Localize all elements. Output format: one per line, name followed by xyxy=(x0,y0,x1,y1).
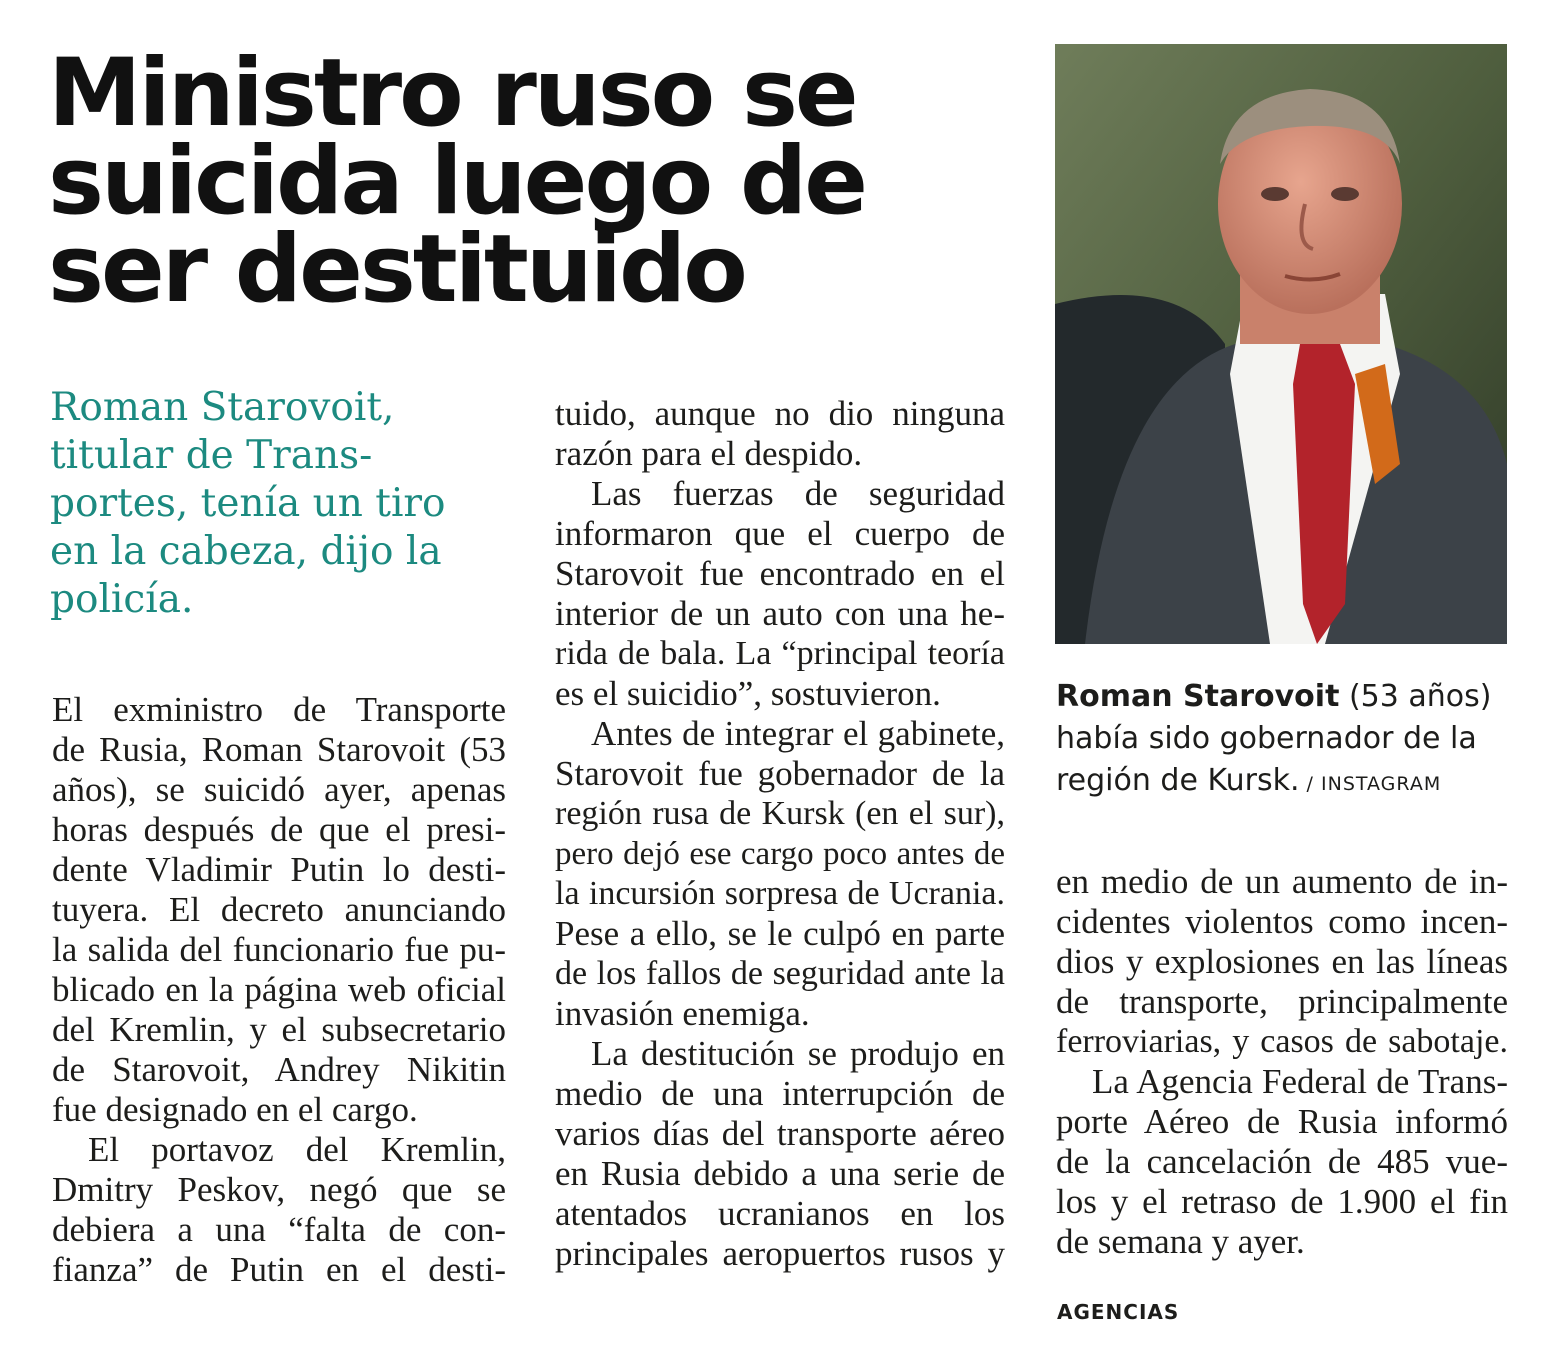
body-line: horas después de que el presi- xyxy=(52,810,506,849)
article-column-2 xyxy=(555,394,1005,1274)
body-line: pero dejó ese cargo poco antes de xyxy=(555,836,1005,872)
body-line: la incursión sorpresa de Ucrania. xyxy=(555,875,1005,912)
deck-line: Roman Starovoit, xyxy=(50,385,395,430)
caption-line xyxy=(1056,676,1526,718)
body-line: invasión enemiga. xyxy=(555,994,810,1033)
body-line: fue designado en el cargo. xyxy=(52,1090,418,1129)
headline xyxy=(48,39,1008,324)
article-column-3 xyxy=(1056,862,1508,1262)
body-line: Dmitry Peskov, negó que se xyxy=(52,1170,506,1209)
body-line: Pese a ello, se le culpó en parte xyxy=(555,914,1005,953)
deck-line: policía. xyxy=(50,577,194,622)
headline-line: Ministro ruso se xyxy=(48,39,856,148)
portrait-photo xyxy=(1055,44,1507,644)
body-line: es el suicidio”, sostuvieron. xyxy=(555,674,941,713)
body-line: interior de un auto con una he- xyxy=(555,594,1005,633)
body-line: tuyera. El decreto anunciando xyxy=(52,890,506,929)
body-line: Starovoit fue gobernador de la xyxy=(555,754,1005,793)
body-line: atentados ucranianos en los xyxy=(555,1194,1005,1233)
body-line: razón para el despido. xyxy=(555,434,863,473)
caption-name: Roman Starovoit xyxy=(1056,679,1340,714)
caption-age: (53 años) xyxy=(1339,679,1492,714)
deck-summary xyxy=(50,384,530,624)
body-line: varios días del transporte aéreo xyxy=(555,1114,1005,1153)
body-line: del Kremlin, y el subsecretario xyxy=(52,1010,506,1049)
article-column-1 xyxy=(52,690,506,1290)
body-line: El portavoz del Kremlin, xyxy=(88,1130,506,1169)
body-line: de Starovoit, Andrey Nikitin xyxy=(52,1050,506,1089)
body-line: debiera a una “falta de con- xyxy=(52,1210,506,1249)
body-line: fianza” de Putin en el desti- xyxy=(52,1250,506,1289)
body-line: blicado en la página web oficial xyxy=(52,970,506,1009)
body-line: dios y explosiones en las líneas xyxy=(1056,942,1508,981)
body-line: rida de bala. La “principal teoría xyxy=(555,635,1005,672)
body-line: principales aeropuertos rusos y xyxy=(555,1234,1005,1273)
deck-line: en la cabeza, dijo la xyxy=(50,529,442,574)
body-line: La Agencia Federal de Trans- xyxy=(1092,1062,1508,1101)
headline-line: ser destituido xyxy=(48,215,745,324)
body-line: La destitución se produjo en xyxy=(591,1034,1005,1073)
caption-line: había sido gobernador de la xyxy=(1056,721,1477,756)
body-line: años), se suicidó ayer, apenas xyxy=(52,770,506,809)
portrait-illustration xyxy=(1055,44,1507,644)
body-line: El exministro de Transporte xyxy=(52,690,506,729)
headline-line: suicida luego de xyxy=(48,127,866,236)
body-line: de los fallos de seguridad ante la xyxy=(555,955,1005,992)
body-line: informaron que el cuerpo de xyxy=(555,514,1005,553)
body-line: de Rusia, Roman Starovoit (53 xyxy=(52,730,506,769)
body-line: cidentes violentos como incen- xyxy=(1056,902,1508,941)
body-line: región rusa de Kursk (en el sur), xyxy=(555,795,1005,832)
body-line: de semana y ayer. xyxy=(1056,1222,1305,1261)
body-line: Antes de integrar el gabinete, xyxy=(591,714,1005,753)
photo-credit: / INSTAGRAM xyxy=(1299,773,1442,795)
byline: AGENCIAS xyxy=(1057,1300,1180,1324)
photo-caption xyxy=(1056,676,1526,805)
deck-line: titular de Trans- xyxy=(50,433,373,478)
deck-line: portes, tenía un tiro xyxy=(50,481,446,526)
body-line: dente Vladimir Putin lo desti- xyxy=(52,850,506,889)
body-line: medio de una interrupción de xyxy=(555,1074,1005,1113)
caption-text: región de Kursk. xyxy=(1056,763,1300,798)
body-line: los y el retraso de 1.900 el fin xyxy=(1056,1182,1508,1221)
body-line: de transporte, principalmente xyxy=(1056,982,1508,1021)
body-line: porte Aéreo de Rusia informó xyxy=(1056,1102,1508,1141)
body-line: la salida del funcionario fue pu- xyxy=(52,930,506,969)
caption-line xyxy=(1056,760,1526,805)
body-line: ferroviarias, y casos de sabotaje. xyxy=(1056,1023,1508,1060)
body-line: tuido, aunque no dio ninguna xyxy=(555,394,1005,433)
body-line: en Rusia debido a una serie de xyxy=(555,1154,1005,1193)
body-line: Las fuerzas de seguridad xyxy=(591,474,1005,513)
body-line: Starovoit fue encontrado en el xyxy=(555,554,1005,593)
body-line: de la cancelación de 485 vue- xyxy=(1056,1142,1508,1181)
body-line: en medio de un aumento de in- xyxy=(1056,862,1508,901)
